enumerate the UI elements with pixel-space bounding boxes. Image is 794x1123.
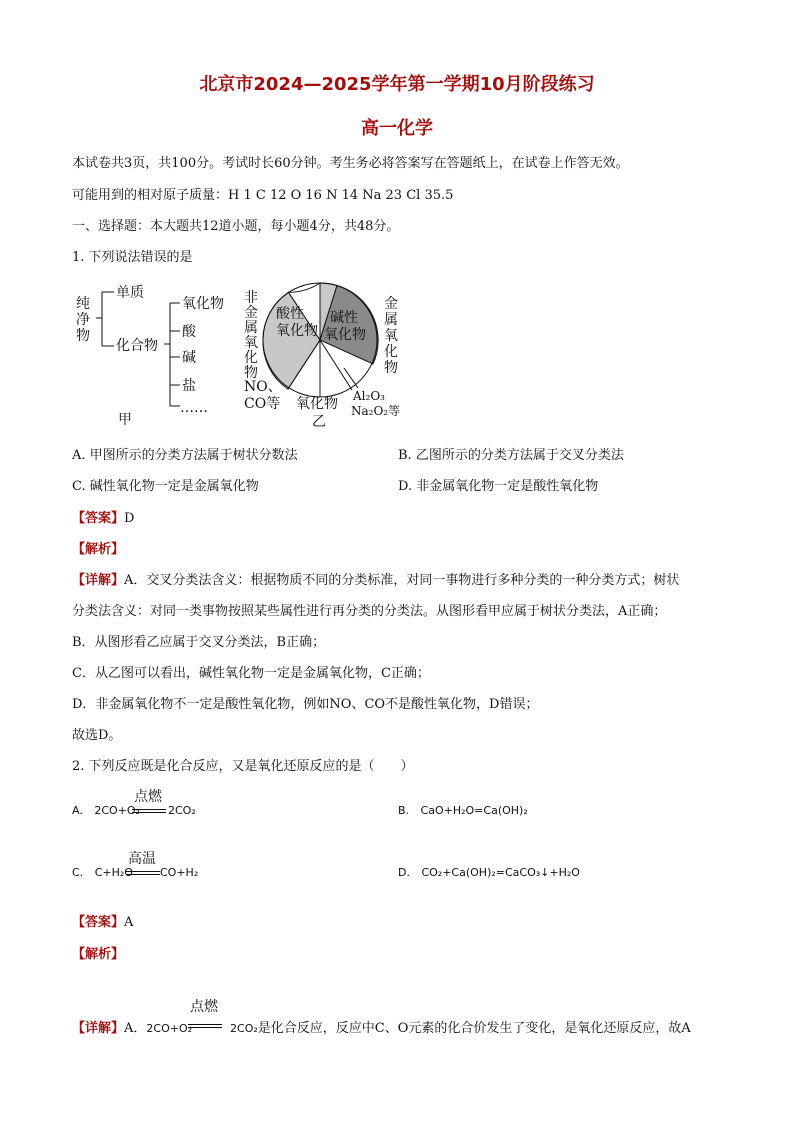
eq-right: 2CO₂ <box>168 804 196 817</box>
nonmetal-char: 物 <box>244 365 258 381</box>
q2-option-c[interactable] <box>72 866 133 879</box>
eq-left: C+H₂O <box>94 866 133 879</box>
reaction-condition: 点燃 <box>190 999 218 1015</box>
page-subtitle: 高一化学 <box>361 118 433 139</box>
eq-sign <box>126 871 160 875</box>
atomic-masses: 可能用到的相对原子质量：H 1 C 12 O 16 N 14 Na 23 Cl 35.5 <box>72 188 454 203</box>
nonmetal-char: 金 <box>244 305 258 321</box>
cross-diagram <box>240 272 420 432</box>
acidic-label: 氧化物 <box>276 323 318 339</box>
q1-analysis-label: 【解析】 <box>72 542 125 557</box>
oxide-center-label: 氧化物 <box>296 396 338 412</box>
tree-item: 氧化物 <box>182 296 224 312</box>
answer-label: 【答案】 <box>72 915 125 930</box>
answer-value: A <box>124 915 134 930</box>
metal-char: 属 <box>384 312 398 328</box>
al-na-label: Al₂O₃ <box>353 389 385 403</box>
root-char: 物 <box>76 328 90 344</box>
option-letter: C. <box>72 866 84 879</box>
detail-tail: 是化合反应，反应中C、O元素的化合价发生了变化，是氧化还原反应，故A <box>257 1021 691 1036</box>
metal-char: 化 <box>384 344 398 360</box>
q1-option-a[interactable]: A. 甲图所示的分类方法属于树状分数法 <box>72 448 298 463</box>
nonmetal-char: 非 <box>244 290 258 306</box>
answer-value: D <box>124 511 135 526</box>
root-char: 净 <box>76 312 90 328</box>
q2-answer <box>72 911 133 930</box>
eq-sign <box>188 1024 222 1028</box>
tree-item: …… <box>180 400 208 416</box>
eq-left: 2CO+O₂ <box>146 1022 193 1035</box>
intro-text: 本试卷共3页，共100分。考试时长60分钟。考生务必将答案写在答题纸上，在试卷上作答无效。 <box>72 156 629 171</box>
detail-label: 【详解】 <box>72 1021 125 1036</box>
q1-detail-line: 分类法含义：对同一类事物按照某些属性进行再分类的分类法。从图形看甲应属于树状分类法，A正确； <box>72 604 667 619</box>
answer-label: 【答案】 <box>72 511 125 526</box>
no-co-label: NO、 <box>244 379 282 395</box>
option-letter: B. <box>398 804 410 817</box>
q2-option-b[interactable] <box>398 804 528 817</box>
q1-stem: 1. 下列说法错误的是 <box>72 250 193 265</box>
q2-stem: 2. 下列反应既是化合反应，又是氧化还原反应的是（ ） <box>72 759 414 774</box>
detail-label: 【详解】 <box>72 573 125 588</box>
eq-right: CO+H₂ <box>160 866 199 879</box>
tree-item: 盐 <box>182 378 196 394</box>
q1-detail-line: C．从乙图可以看出，碱性氧化物一定是金属氧化物，C正确； <box>72 666 430 681</box>
nonmetal-char: 化 <box>244 350 258 366</box>
eq-text: CaO+H₂O=Ca(OH)₂ <box>420 804 528 817</box>
q2-detail-line <box>72 1017 691 1036</box>
reaction-condition: 点燃 <box>134 789 162 805</box>
q1-detail-line: 故选D。 <box>72 728 122 743</box>
metal-char: 金 <box>384 296 398 312</box>
cross-caption: 乙 <box>312 414 326 430</box>
nonmetal-char: 氧 <box>244 335 258 351</box>
metal-char: 物 <box>384 360 398 376</box>
section-heading: 一、选择题：本大题共12道小题，每小题4分，共48分。 <box>72 219 400 234</box>
tree-diagram <box>70 278 240 428</box>
q2-option-a[interactable] <box>72 804 140 817</box>
al-na-label: Na₂O₂等 <box>351 404 401 418</box>
detail-text: A．交叉分类法含义：根据物质不同的分类标准，对同一事物进行多种分类的一种分类方式；树状 <box>124 573 680 588</box>
basic-label: 氧化物 <box>324 327 366 343</box>
q1-option-d[interactable]: D. 非金属氧化物一定是酸性氧化物 <box>398 479 599 494</box>
eq-left: 2CO+O₂ <box>94 804 140 817</box>
q1-detail-line <box>72 569 679 588</box>
tree-caption: 甲 <box>118 412 132 428</box>
q1-detail-line: D．非金属氧化物不一定是酸性氧化物，例如NO、CO不是酸性氧化物，D错误； <box>72 697 539 712</box>
tree-item: 碱 <box>182 350 196 366</box>
danzhi-label: 单质 <box>116 285 144 301</box>
page-title: 北京市2024—2025学年第一学期10月阶段练习 <box>199 74 595 95</box>
q1-detail-line: B．从图形看乙应属于交叉分类法，B正确； <box>72 635 326 650</box>
acidic-label: 酸性 <box>276 306 304 322</box>
no-co-label: CO等 <box>244 396 281 412</box>
option-letter: A. <box>72 804 83 817</box>
q2-option-d[interactable] <box>398 866 580 879</box>
nonmetal-char: 属 <box>244 320 258 336</box>
q1-option-c[interactable]: C. 碱性氧化物一定是金属氧化物 <box>72 479 259 494</box>
root-char: 纯 <box>76 296 90 312</box>
q1-answer <box>72 507 134 526</box>
eq-right: 2CO₂ <box>230 1022 258 1035</box>
huahewu-label: 化合物 <box>116 338 158 354</box>
q2-analysis-label: 【解析】 <box>72 947 125 962</box>
metal-char: 氧 <box>384 328 398 344</box>
option-letter: D. <box>398 866 410 879</box>
reaction-condition: 高温 <box>128 851 156 867</box>
q1-option-b[interactable]: B. 乙图所示的分类方法属于交叉分类法 <box>398 448 624 463</box>
basic-label: 碱性 <box>330 310 358 326</box>
eq-text: CO₂+Ca(OH)₂=CaCO₃↓+H₂O <box>421 866 580 879</box>
detail-prefix: A． <box>124 1021 147 1036</box>
tree-item: 酸 <box>182 324 196 340</box>
eq-sign <box>132 809 166 813</box>
